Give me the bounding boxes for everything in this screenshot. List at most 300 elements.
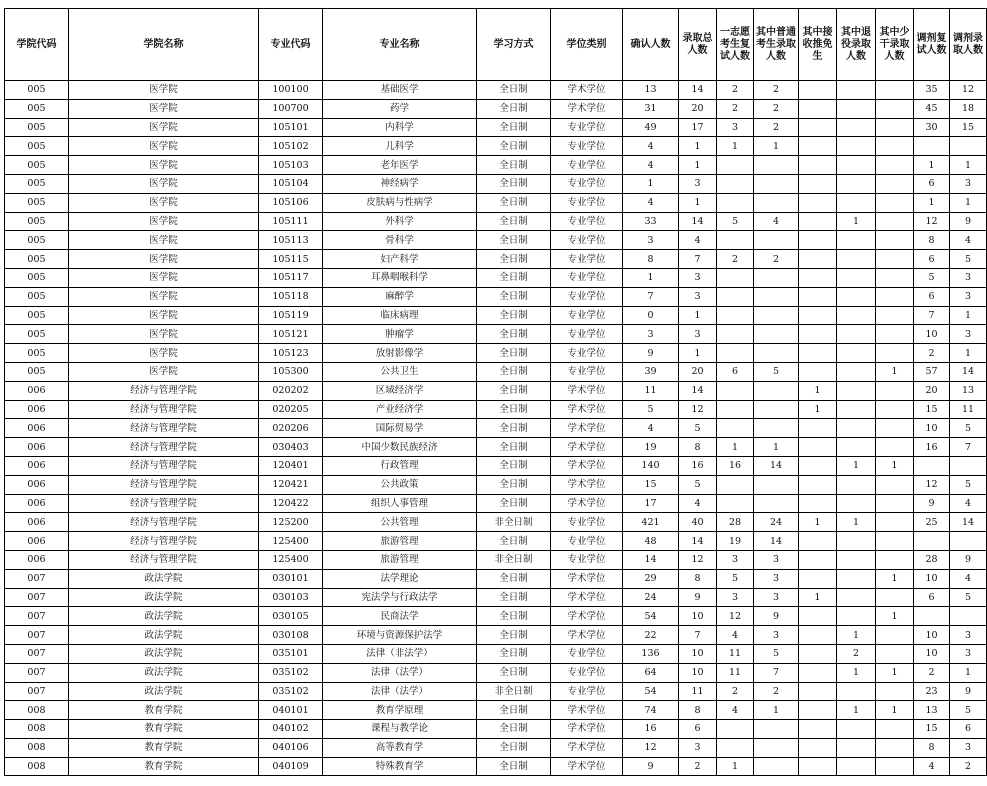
cell-major-code: 125200 <box>259 513 323 532</box>
table-row <box>5 381 987 400</box>
cell-transfer-retest <box>914 137 950 156</box>
cell-degree-type: 学术学位 <box>551 99 623 118</box>
cell-college-code: 006 <box>5 456 69 475</box>
cell-degree-type: 专业学位 <box>551 306 623 325</box>
cell-college-code: 005 <box>5 118 69 137</box>
cell-study-mode: 全日制 <box>477 626 551 645</box>
cell-major-code: 100700 <box>259 99 323 118</box>
cell-degree-type: 学术学位 <box>551 720 623 739</box>
cell-transfer-admitted: 3 <box>950 626 987 645</box>
table-row <box>5 438 987 457</box>
cell-major-name: 产业经济学 <box>323 400 477 419</box>
cell-admitted-total: 4 <box>679 494 717 513</box>
cell-college-code: 007 <box>5 626 69 645</box>
cell-admitted-total: 11 <box>679 682 717 701</box>
cell-recommended-exempt <box>799 193 837 212</box>
cell-recommended-exempt <box>799 81 837 100</box>
cell-transfer-admitted: 6 <box>950 720 987 739</box>
cell-degree-type: 学术学位 <box>551 738 623 757</box>
cell-degree-type: 学术学位 <box>551 381 623 400</box>
cell-first-choice-retest: 4 <box>717 626 754 645</box>
cell-confirmed-count: 74 <box>623 701 679 720</box>
cell-regular-admitted: 24 <box>754 513 799 532</box>
cell-veteran-admitted <box>837 137 876 156</box>
cell-admitted-total: 14 <box>679 381 717 400</box>
cell-transfer-admitted: 5 <box>950 701 987 720</box>
cell-study-mode: 非全日制 <box>477 682 551 701</box>
cell-transfer-retest: 28 <box>914 550 950 569</box>
cell-transfer-admitted: 13 <box>950 381 987 400</box>
table-row <box>5 137 987 156</box>
cell-first-choice-retest: 2 <box>717 250 754 269</box>
cell-study-mode: 全日制 <box>477 362 551 381</box>
cell-college-code: 007 <box>5 588 69 607</box>
cell-major-name: 神经病学 <box>323 174 477 193</box>
cell-veteran-admitted <box>837 607 876 626</box>
cell-recommended-exempt <box>799 419 837 438</box>
cell-admitted-total: 17 <box>679 118 717 137</box>
cell-veteran-admitted <box>837 231 876 250</box>
cell-veteran-admitted <box>837 720 876 739</box>
cell-admitted-total: 7 <box>679 250 717 269</box>
cell-first-choice-retest: 4 <box>717 701 754 720</box>
cell-major-code: 105115 <box>259 250 323 269</box>
cell-transfer-retest: 9 <box>914 494 950 513</box>
cell-transfer-retest: 10 <box>914 569 950 588</box>
cell-veteran-admitted: 2 <box>837 644 876 663</box>
table-row <box>5 325 987 344</box>
cell-major-name: 骨科学 <box>323 231 477 250</box>
cell-transfer-retest: 6 <box>914 287 950 306</box>
cell-college-code: 005 <box>5 137 69 156</box>
cell-recommended-exempt <box>799 663 837 682</box>
cell-regular-admitted <box>754 231 799 250</box>
cell-transfer-admitted: 14 <box>950 362 987 381</box>
cell-confirmed-count: 3 <box>623 231 679 250</box>
cell-veteran-admitted <box>837 174 876 193</box>
cell-admitted-total: 10 <box>679 663 717 682</box>
cell-recommended-exempt <box>799 456 837 475</box>
cell-recommended-exempt <box>799 626 837 645</box>
cell-major-code: 100100 <box>259 81 323 100</box>
cell-major-code: 030101 <box>259 569 323 588</box>
cell-study-mode: 全日制 <box>477 99 551 118</box>
cell-minority-cadre-admitted <box>876 137 914 156</box>
cell-veteran-admitted <box>837 250 876 269</box>
cell-minority-cadre-admitted <box>876 438 914 457</box>
cell-admitted-total: 7 <box>679 626 717 645</box>
cell-college-code: 006 <box>5 381 69 400</box>
col-header: 调剂录取人数 <box>950 9 987 81</box>
cell-admitted-total: 10 <box>679 644 717 663</box>
cell-transfer-retest: 5 <box>914 268 950 287</box>
table-row <box>5 663 987 682</box>
cell-major-name: 课程与教学论 <box>323 720 477 739</box>
cell-regular-admitted: 5 <box>754 362 799 381</box>
cell-college-name: 经济与管理学院 <box>69 400 259 419</box>
cell-recommended-exempt <box>799 475 837 494</box>
cell-regular-admitted: 9 <box>754 607 799 626</box>
cell-major-code: 020206 <box>259 419 323 438</box>
cell-recommended-exempt <box>799 362 837 381</box>
cell-major-name: 环境与资源保护法学 <box>323 626 477 645</box>
cell-first-choice-retest: 2 <box>717 682 754 701</box>
cell-first-choice-retest: 19 <box>717 532 754 551</box>
table-row <box>5 156 987 175</box>
cell-degree-type: 专业学位 <box>551 156 623 175</box>
col-header: 其中普通考生录取人数 <box>754 9 799 81</box>
cell-regular-admitted <box>754 174 799 193</box>
cell-transfer-retest: 6 <box>914 174 950 193</box>
col-header: 学院代码 <box>5 9 69 81</box>
cell-degree-type: 专业学位 <box>551 193 623 212</box>
cell-major-code: 040106 <box>259 738 323 757</box>
cell-admitted-total: 3 <box>679 174 717 193</box>
cell-recommended-exempt <box>799 701 837 720</box>
cell-major-name: 教育学原理 <box>323 701 477 720</box>
cell-transfer-retest: 57 <box>914 362 950 381</box>
cell-transfer-admitted: 5 <box>950 475 987 494</box>
cell-college-name: 教育学院 <box>69 738 259 757</box>
cell-transfer-retest: 16 <box>914 438 950 457</box>
cell-college-code: 006 <box>5 513 69 532</box>
cell-degree-type: 专业学位 <box>551 174 623 193</box>
cell-college-name: 经济与管理学院 <box>69 475 259 494</box>
cell-regular-admitted: 14 <box>754 456 799 475</box>
cell-admitted-total: 1 <box>679 344 717 363</box>
header-row <box>5 9 987 81</box>
col-header: 一志愿考生复试人数 <box>717 9 754 81</box>
cell-veteran-admitted: 1 <box>837 663 876 682</box>
cell-transfer-retest: 45 <box>914 99 950 118</box>
table-row <box>5 644 987 663</box>
cell-confirmed-count: 4 <box>623 419 679 438</box>
cell-major-code: 030403 <box>259 438 323 457</box>
cell-recommended-exempt <box>799 644 837 663</box>
cell-major-name: 临床病理 <box>323 306 477 325</box>
cell-first-choice-retest: 3 <box>717 118 754 137</box>
cell-major-code: 040101 <box>259 701 323 720</box>
cell-college-code: 005 <box>5 174 69 193</box>
cell-veteran-admitted <box>837 588 876 607</box>
cell-admitted-total: 10 <box>679 607 717 626</box>
cell-recommended-exempt: 1 <box>799 381 837 400</box>
cell-recommended-exempt <box>799 344 837 363</box>
cell-degree-type: 学术学位 <box>551 400 623 419</box>
cell-first-choice-retest: 5 <box>717 212 754 231</box>
cell-veteran-admitted <box>837 738 876 757</box>
cell-degree-type: 专业学位 <box>551 268 623 287</box>
cell-recommended-exempt <box>799 118 837 137</box>
cell-regular-admitted: 1 <box>754 701 799 720</box>
table-row <box>5 550 987 569</box>
cell-regular-admitted: 7 <box>754 663 799 682</box>
cell-confirmed-count: 22 <box>623 626 679 645</box>
cell-college-name: 政法学院 <box>69 626 259 645</box>
cell-college-name: 政法学院 <box>69 682 259 701</box>
cell-college-name: 医学院 <box>69 212 259 231</box>
cell-veteran-admitted <box>837 569 876 588</box>
cell-admitted-total: 9 <box>679 588 717 607</box>
cell-transfer-admitted: 1 <box>950 193 987 212</box>
cell-confirmed-count: 31 <box>623 99 679 118</box>
cell-major-name: 内科学 <box>323 118 477 137</box>
cell-transfer-admitted: 3 <box>950 268 987 287</box>
cell-study-mode: 全日制 <box>477 644 551 663</box>
cell-minority-cadre-admitted <box>876 306 914 325</box>
cell-admitted-total: 14 <box>679 212 717 231</box>
cell-confirmed-count: 4 <box>623 137 679 156</box>
cell-confirmed-count: 421 <box>623 513 679 532</box>
cell-degree-type: 专业学位 <box>551 663 623 682</box>
cell-veteran-admitted <box>837 325 876 344</box>
cell-degree-type: 专业学位 <box>551 513 623 532</box>
cell-study-mode: 全日制 <box>477 757 551 776</box>
cell-admitted-total: 40 <box>679 513 717 532</box>
cell-minority-cadre-admitted <box>876 532 914 551</box>
cell-first-choice-retest <box>717 268 754 287</box>
cell-degree-type: 学术学位 <box>551 81 623 100</box>
cell-college-name: 政法学院 <box>69 588 259 607</box>
cell-transfer-admitted: 5 <box>950 419 987 438</box>
cell-major-name: 公共管理 <box>323 513 477 532</box>
cell-study-mode: 全日制 <box>477 118 551 137</box>
cell-minority-cadre-admitted <box>876 757 914 776</box>
col-header: 录取总人数 <box>679 9 717 81</box>
cell-degree-type: 专业学位 <box>551 212 623 231</box>
cell-transfer-retest: 12 <box>914 475 950 494</box>
cell-confirmed-count: 11 <box>623 381 679 400</box>
cell-transfer-retest: 10 <box>914 325 950 344</box>
cell-admitted-total: 1 <box>679 306 717 325</box>
cell-regular-admitted <box>754 738 799 757</box>
table-row <box>5 212 987 231</box>
cell-degree-type: 学术学位 <box>551 588 623 607</box>
cell-confirmed-count: 5 <box>623 400 679 419</box>
cell-recommended-exempt <box>799 156 837 175</box>
cell-veteran-admitted <box>837 81 876 100</box>
cell-transfer-admitted: 9 <box>950 550 987 569</box>
cell-veteran-admitted <box>837 156 876 175</box>
cell-admitted-total: 16 <box>679 456 717 475</box>
cell-confirmed-count: 136 <box>623 644 679 663</box>
cell-first-choice-retest <box>717 287 754 306</box>
cell-major-name: 民商法学 <box>323 607 477 626</box>
cell-regular-admitted <box>754 268 799 287</box>
cell-major-name: 基础医学 <box>323 81 477 100</box>
cell-transfer-retest: 12 <box>914 212 950 231</box>
cell-study-mode: 全日制 <box>477 231 551 250</box>
cell-recommended-exempt <box>799 268 837 287</box>
cell-college-code: 006 <box>5 475 69 494</box>
cell-degree-type: 学术学位 <box>551 494 623 513</box>
cell-recommended-exempt: 1 <box>799 588 837 607</box>
cell-major-name: 法律（法学） <box>323 663 477 682</box>
cell-regular-admitted <box>754 156 799 175</box>
cell-major-name: 行政管理 <box>323 456 477 475</box>
cell-college-name: 医学院 <box>69 362 259 381</box>
cell-degree-type: 专业学位 <box>551 325 623 344</box>
cell-confirmed-count: 54 <box>623 682 679 701</box>
cell-admitted-total: 3 <box>679 325 717 344</box>
cell-major-code: 105113 <box>259 231 323 250</box>
cell-college-code: 005 <box>5 99 69 118</box>
cell-college-name: 经济与管理学院 <box>69 456 259 475</box>
cell-veteran-admitted <box>837 682 876 701</box>
cell-transfer-admitted: 9 <box>950 212 987 231</box>
cell-transfer-admitted <box>950 137 987 156</box>
cell-regular-admitted: 2 <box>754 118 799 137</box>
cell-confirmed-count: 140 <box>623 456 679 475</box>
cell-transfer-retest: 23 <box>914 682 950 701</box>
cell-minority-cadre-admitted <box>876 287 914 306</box>
cell-study-mode: 全日制 <box>477 494 551 513</box>
cell-major-name: 麻醉学 <box>323 287 477 306</box>
table-body <box>5 81 987 776</box>
cell-study-mode: 全日制 <box>477 475 551 494</box>
cell-study-mode: 全日制 <box>477 569 551 588</box>
cell-transfer-admitted: 15 <box>950 118 987 137</box>
cell-degree-type: 学术学位 <box>551 626 623 645</box>
cell-confirmed-count: 39 <box>623 362 679 381</box>
cell-major-name: 公共卫生 <box>323 362 477 381</box>
table-row <box>5 569 987 588</box>
cell-transfer-retest: 10 <box>914 626 950 645</box>
cell-major-code: 020205 <box>259 400 323 419</box>
cell-college-name: 政法学院 <box>69 663 259 682</box>
cell-college-name: 医学院 <box>69 306 259 325</box>
cell-degree-type: 专业学位 <box>551 362 623 381</box>
cell-college-name: 经济与管理学院 <box>69 438 259 457</box>
cell-first-choice-retest: 1 <box>717 438 754 457</box>
cell-confirmed-count: 64 <box>623 663 679 682</box>
cell-college-code: 005 <box>5 306 69 325</box>
cell-transfer-retest: 2 <box>914 663 950 682</box>
cell-recommended-exempt <box>799 532 837 551</box>
cell-regular-admitted <box>754 306 799 325</box>
cell-major-code: 105111 <box>259 212 323 231</box>
cell-college-code: 008 <box>5 738 69 757</box>
cell-minority-cadre-admitted <box>876 344 914 363</box>
cell-minority-cadre-admitted <box>876 174 914 193</box>
cell-major-name: 老年医学 <box>323 156 477 175</box>
cell-confirmed-count: 33 <box>623 212 679 231</box>
cell-study-mode: 全日制 <box>477 438 551 457</box>
cell-degree-type: 专业学位 <box>551 644 623 663</box>
cell-college-name: 经济与管理学院 <box>69 419 259 438</box>
cell-regular-admitted <box>754 344 799 363</box>
table-row <box>5 532 987 551</box>
table-row <box>5 588 987 607</box>
cell-transfer-retest: 8 <box>914 738 950 757</box>
cell-college-name: 教育学院 <box>69 720 259 739</box>
cell-regular-admitted <box>754 720 799 739</box>
cell-veteran-admitted <box>837 532 876 551</box>
cell-transfer-admitted: 1 <box>950 663 987 682</box>
cell-transfer-admitted: 3 <box>950 738 987 757</box>
cell-major-name: 儿科学 <box>323 137 477 156</box>
cell-veteran-admitted <box>837 757 876 776</box>
cell-veteran-admitted <box>837 381 876 400</box>
cell-major-code: 125400 <box>259 550 323 569</box>
table-row <box>5 757 987 776</box>
cell-college-code: 005 <box>5 81 69 100</box>
cell-minority-cadre-admitted <box>876 400 914 419</box>
cell-study-mode: 全日制 <box>477 287 551 306</box>
cell-major-name: 妇产科学 <box>323 250 477 269</box>
cell-recommended-exempt <box>799 494 837 513</box>
table-row <box>5 475 987 494</box>
cell-major-name: 皮肤病与性病学 <box>323 193 477 212</box>
cell-confirmed-count: 3 <box>623 325 679 344</box>
col-header: 专业代码 <box>259 9 323 81</box>
cell-transfer-retest <box>914 532 950 551</box>
cell-major-name: 法律（非法学） <box>323 644 477 663</box>
cell-major-code: 120421 <box>259 475 323 494</box>
cell-veteran-admitted: 1 <box>837 212 876 231</box>
cell-confirmed-count: 49 <box>623 118 679 137</box>
table-row <box>5 99 987 118</box>
cell-recommended-exempt <box>799 212 837 231</box>
cell-transfer-admitted: 5 <box>950 588 987 607</box>
cell-confirmed-count: 1 <box>623 268 679 287</box>
cell-college-code: 008 <box>5 757 69 776</box>
cell-study-mode: 全日制 <box>477 663 551 682</box>
cell-veteran-admitted <box>837 287 876 306</box>
cell-first-choice-retest: 16 <box>717 456 754 475</box>
cell-regular-admitted: 3 <box>754 626 799 645</box>
cell-confirmed-count: 15 <box>623 475 679 494</box>
cell-major-code: 105102 <box>259 137 323 156</box>
cell-college-name: 教育学院 <box>69 701 259 720</box>
cell-admitted-total: 3 <box>679 287 717 306</box>
cell-transfer-admitted: 12 <box>950 81 987 100</box>
cell-veteran-admitted <box>837 268 876 287</box>
cell-minority-cadre-admitted: 1 <box>876 607 914 626</box>
table-row <box>5 738 987 757</box>
cell-transfer-admitted: 18 <box>950 99 987 118</box>
cell-transfer-admitted: 1 <box>950 306 987 325</box>
cell-degree-type: 专业学位 <box>551 682 623 701</box>
cell-transfer-admitted: 4 <box>950 231 987 250</box>
cell-degree-type: 专业学位 <box>551 137 623 156</box>
cell-transfer-admitted: 5 <box>950 250 987 269</box>
cell-transfer-retest: 1 <box>914 156 950 175</box>
cell-college-name: 政法学院 <box>69 644 259 663</box>
cell-major-name: 放射影像学 <box>323 344 477 363</box>
cell-major-name: 宪法学与行政法学 <box>323 588 477 607</box>
cell-transfer-admitted: 4 <box>950 494 987 513</box>
cell-regular-admitted: 2 <box>754 81 799 100</box>
table-row <box>5 362 987 381</box>
cell-study-mode: 全日制 <box>477 325 551 344</box>
cell-veteran-admitted <box>837 494 876 513</box>
cell-admitted-total: 12 <box>679 400 717 419</box>
cell-major-name: 肿瘤学 <box>323 325 477 344</box>
cell-first-choice-retest <box>717 156 754 175</box>
cell-veteran-admitted: 1 <box>837 626 876 645</box>
table-row <box>5 626 987 645</box>
cell-veteran-admitted <box>837 99 876 118</box>
cell-minority-cadre-admitted <box>876 419 914 438</box>
cell-college-code: 007 <box>5 682 69 701</box>
cell-veteran-admitted <box>837 550 876 569</box>
cell-minority-cadre-admitted <box>876 720 914 739</box>
cell-college-name: 政法学院 <box>69 607 259 626</box>
cell-college-name: 医学院 <box>69 156 259 175</box>
cell-transfer-retest: 6 <box>914 250 950 269</box>
cell-first-choice-retest <box>717 475 754 494</box>
